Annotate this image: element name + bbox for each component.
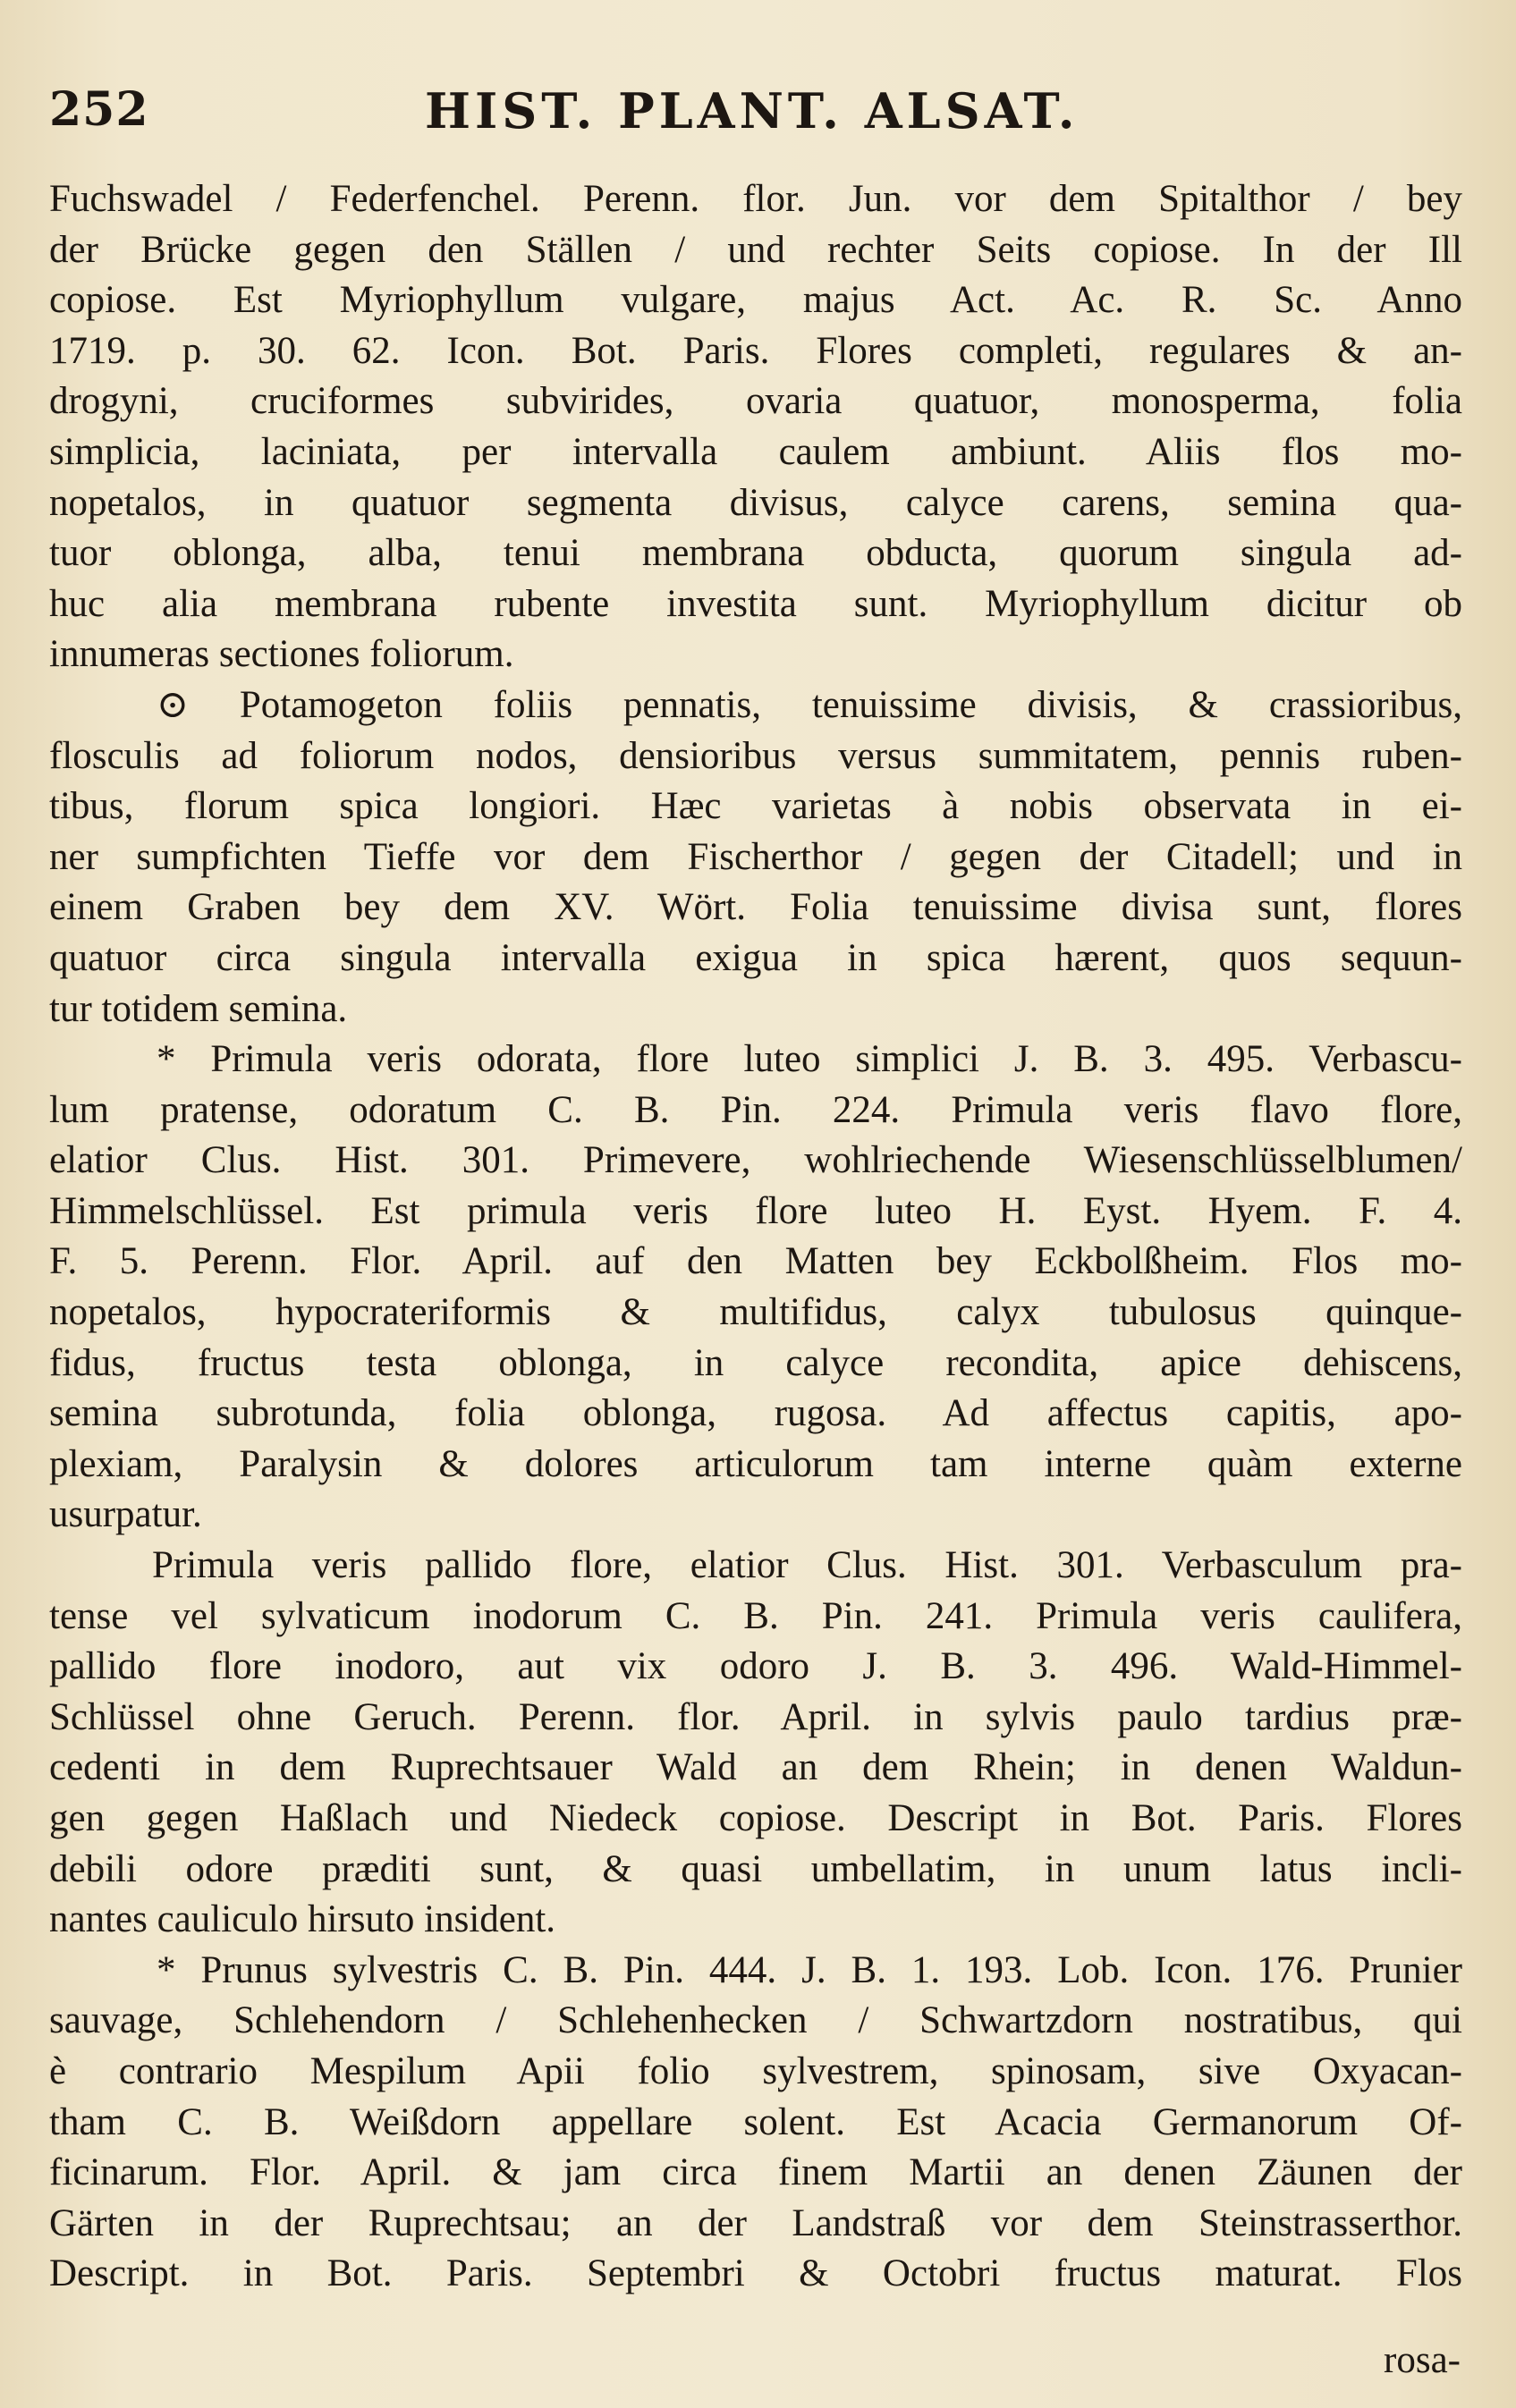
text-line: flosculis ad foliorum nodos, densioribus versus summitatem, pennis ruben-: [49, 734, 1462, 777]
text-line: * Primula veris odorata, flore luteo simplici J. B. 3. 495. Verbascu-: [157, 1038, 1462, 1081]
text-line: F. 5. Perenn. Flor. April. auf den Matten bey Eckbolßheim. Flos mo-: [49, 1240, 1462, 1283]
text-line: nantes cauliculo hirsuto insident.: [49, 1898, 556, 1941]
text-line: Gärten in der Ruprechtsau; an der Landstraß vor dem Steinstrasserthor.: [49, 2201, 1462, 2244]
text-line: Himmelschlüssel. Est primula veris flore luteo H. Eyst. Hyem. F. 4.: [49, 1189, 1462, 1232]
text-line: nopetalos, hypocrateriformis & multifidus, calyx tubulosus quinque-: [49, 1291, 1462, 1334]
text-line: huc alia membrana rubente investita sunt. Myriophyllum dicitur ob: [49, 582, 1462, 625]
text-line: drogyni, cruciformes subvirides, ovaria quatuor, monosperma, folia: [49, 380, 1462, 423]
page-header: [49, 82, 1471, 145]
text-line: tur totidem semina.: [49, 987, 348, 1030]
text-line: Primula veris pallido flore, elatior Clus. Hist. 301. Verbasculum pra-: [152, 1544, 1462, 1587]
text-line: ner sumpfichten Tieffe vor dem Fischerthor / gegen der Citadell; und in: [49, 835, 1462, 878]
body-text: [49, 174, 1462, 2300]
page-number: 252: [49, 82, 149, 137]
text-line: usurpatur.: [49, 1493, 202, 1536]
catchword: rosa-: [1384, 2339, 1461, 2381]
text-line: ficinarum. Flor. April. & jam circa finem Martii an denen Zäunen der: [49, 2151, 1462, 2194]
text-line: Fuchswadel / Federfenchel. Perenn. flor. Jun. vor dem Spitalthor / bey: [49, 178, 1462, 220]
text-line: tense vel sylvaticum inodorum C. B. Pin. 241. Primula veris caulifera,: [49, 1594, 1462, 1637]
text-line: * Prunus sylvestris C. B. Pin. 444. J. B. 1. 193. Lob. Icon. 176. Prunier: [157, 1948, 1462, 1991]
text-line: 1719. p. 30. 62. Icon. Bot. Paris. Flores completi, regulares & an-: [49, 329, 1462, 372]
text-line: der Brücke gegen den Ställen / und rechter Seits copiose. In der Ill: [49, 228, 1462, 271]
text-line: elatior Clus. Hist. 301. Primevere, wohlriechende Wiesenschlüsselblumen/: [49, 1139, 1462, 1182]
text-line: cedenti in dem Ruprechtsauer Wald an dem Rhein; in denen Waldun-: [49, 1746, 1462, 1789]
text-line: simplicia, laciniata, per intervalla caulem ambiunt. Aliis flos mo-: [49, 430, 1462, 473]
text-line: copiose. Est Myriophyllum vulgare, majus Act. Ac. R. Sc. Anno: [49, 279, 1462, 322]
text-line: debili odore præditi sunt, & quasi umbellatim, in unum latus incli-: [49, 1847, 1462, 1890]
running-title: HIST. PLANT. ALSAT.: [425, 82, 1080, 139]
text-line: ⊙ Potamogeton foliis pennatis, tenuissime divisis, & crassioribus,: [157, 683, 1462, 726]
text-line: semina subrotunda, folia oblonga, rugosa. Ad affectus capitis, apo-: [49, 1392, 1462, 1435]
text-line: tham C. B. Weißdorn appellare solent. Est Acacia Germanorum Of-: [49, 2100, 1462, 2143]
text-line: innumeras sectiones foliorum.: [49, 633, 514, 676]
text-line: gen gegen Haßlach und Niedeck copiose. Descript in Bot. Paris. Flores: [49, 1797, 1462, 1839]
text-line: quatuor circa singula intervalla exigua in spica hærent, quos sequun-: [49, 936, 1462, 979]
text-line: Schlüssel ohne Geruch. Perenn. flor. April. in sylvis paulo tardius præ-: [49, 1695, 1462, 1738]
text-line: plexiam, Paralysin & dolores articulorum tam interne quàm externe: [49, 1442, 1462, 1485]
text-line: Descript. in Bot. Paris. Septembri & Octobri fructus maturat. Flos: [49, 2252, 1462, 2295]
text-line: einem Graben bey dem XV. Wört. Folia tenuissime divisa sunt, flores: [49, 886, 1462, 929]
text-line: sauvage, Schlehendorn / Schlehenhecken / Schwartzdorn nostratibus, qui: [49, 1999, 1462, 2042]
text-line: è contrario Mespilum Apii folio sylvestrem, spinosam, sive Oxyacan-: [49, 2049, 1462, 2092]
text-line: lum pratense, odoratum C. B. Pin. 224. Primula veris flavo flore,: [49, 1088, 1462, 1131]
text-line: pallido flore inodoro, aut vix odoro J. B. 3. 496. Wald-Himmel-: [49, 1645, 1462, 1688]
text-line: fidus, fructus testa oblonga, in calyce recondita, apice dehiscens,: [49, 1341, 1462, 1384]
text-line: nopetalos, in quatuor segmenta divisus, calyce carens, semina qua-: [49, 481, 1462, 524]
text-line: tibus, florum spica longiori. Hæc varietas à nobis observata in ei-: [49, 785, 1462, 828]
text-line: tuor oblonga, alba, tenui membrana obducta, quorum singula ad-: [49, 532, 1462, 575]
